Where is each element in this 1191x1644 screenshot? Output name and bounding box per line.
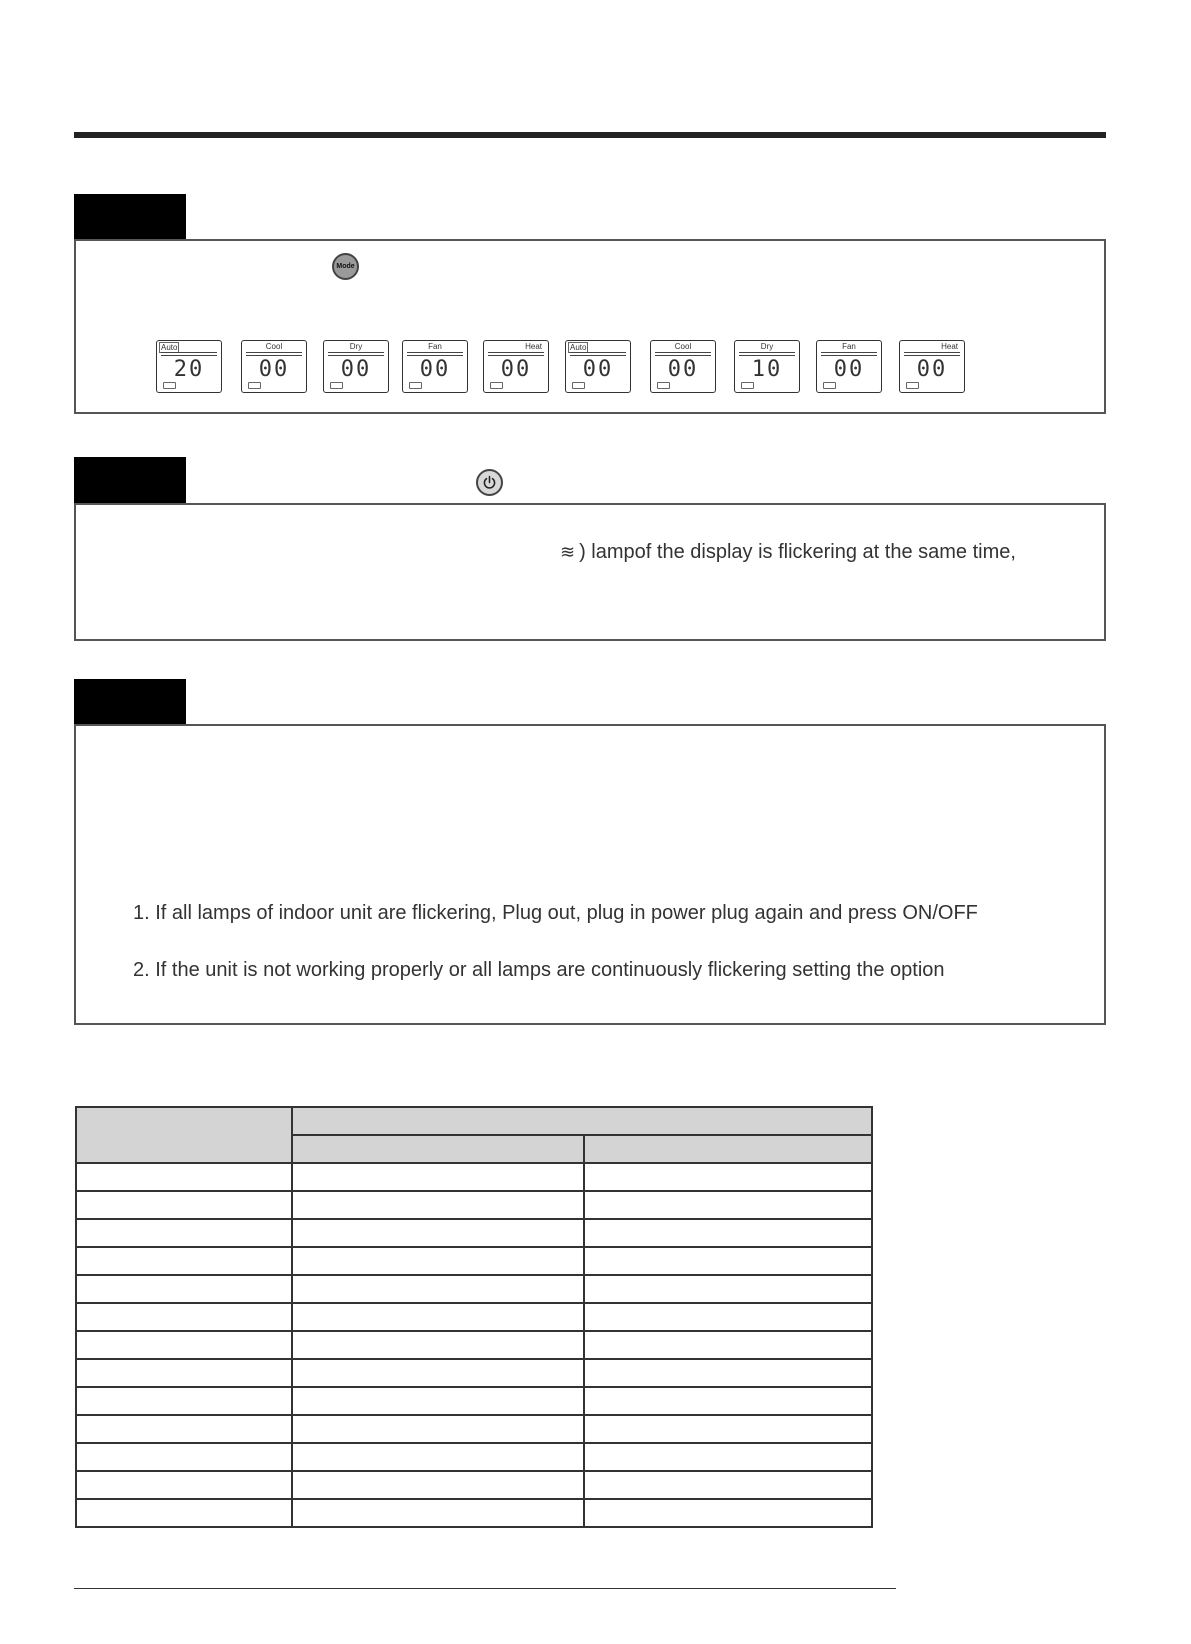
step-2-sentence: ) lampof the display is flickering at the same time, — [579, 541, 1016, 563]
lcd-divider — [821, 352, 877, 353]
lcd-value: 00 — [916, 357, 948, 382]
table-cell — [584, 1191, 872, 1219]
lcd-divider — [161, 355, 217, 356]
table-row — [76, 1219, 872, 1247]
lcd-value: 00 — [833, 357, 865, 382]
lcd-divider — [328, 355, 384, 356]
lcd-divider — [904, 355, 960, 356]
table-cell — [584, 1275, 872, 1303]
table-cell — [584, 1387, 872, 1415]
table-cell — [584, 1415, 872, 1443]
lcd-divider — [246, 352, 302, 353]
lcd-display — [650, 340, 716, 393]
table-cell — [292, 1471, 584, 1499]
table-cell — [584, 1359, 872, 1387]
table-cell — [76, 1275, 292, 1303]
table-cell — [584, 1499, 872, 1527]
lamp-icon: ≋ — [560, 542, 576, 562]
table-row — [76, 1163, 872, 1191]
lcd-mode-label: Fan — [842, 342, 856, 351]
table-row — [76, 1471, 872, 1499]
lcd-indicator — [163, 382, 176, 389]
lcd-indicator — [248, 382, 261, 389]
table-cell — [292, 1359, 584, 1387]
lcd-divider — [407, 352, 463, 353]
mode-button-icon — [332, 253, 359, 280]
table-cell — [76, 1359, 292, 1387]
lcd-display — [899, 340, 965, 393]
table-cell — [584, 1163, 872, 1191]
table-cell — [292, 1191, 584, 1219]
table-cell — [76, 1387, 292, 1415]
spec-table — [75, 1106, 873, 1528]
table-row — [76, 1499, 872, 1527]
table-cell — [76, 1471, 292, 1499]
table-cell — [292, 1499, 584, 1527]
lcd-display — [241, 340, 307, 393]
lcd-divider — [570, 355, 626, 356]
table-cell — [76, 1443, 292, 1471]
table-header-row — [76, 1107, 872, 1135]
lcd-divider — [407, 355, 463, 356]
table-cell — [76, 1247, 292, 1275]
table-subheader-cell — [584, 1135, 872, 1163]
lcd-indicator — [657, 382, 670, 389]
lcd-divider — [570, 352, 626, 353]
lcd-mode-label: Heat — [525, 342, 542, 351]
lcd-display — [816, 340, 882, 393]
table-row — [76, 1415, 872, 1443]
table-cell — [292, 1331, 584, 1359]
lcd-indicator — [330, 382, 343, 389]
lcd-value: 00 — [500, 357, 532, 382]
table-cell — [292, 1219, 584, 1247]
lcd-mode-label: Auto — [161, 343, 178, 352]
lcd-display — [483, 340, 549, 393]
table-row — [76, 1303, 872, 1331]
lcd-indicator — [823, 382, 836, 389]
table-cell — [584, 1443, 872, 1471]
step-3-tab — [74, 679, 186, 725]
table-row — [76, 1191, 872, 1219]
table-header-cell — [292, 1107, 872, 1135]
lcd-indicator — [572, 382, 585, 389]
lcd-mode-label: Cool — [265, 342, 283, 351]
step-2-text — [560, 541, 1016, 564]
table-cell — [292, 1275, 584, 1303]
lcd-display — [402, 340, 468, 393]
table-subheader-cell — [292, 1135, 584, 1163]
lcd-indicator — [409, 382, 422, 389]
lcd-indicator — [906, 382, 919, 389]
table-cell — [76, 1219, 292, 1247]
table-cell — [292, 1415, 584, 1443]
bottom-rule — [74, 1588, 896, 1589]
lcd-mode-label: Dry — [349, 342, 363, 351]
table-row — [76, 1387, 872, 1415]
lcd-divider — [246, 355, 302, 356]
table-row — [76, 1443, 872, 1471]
lcd-value: 00 — [419, 357, 451, 382]
lcd-divider — [739, 355, 795, 356]
table-cell — [76, 1331, 292, 1359]
table-row — [76, 1359, 872, 1387]
power-icon — [481, 474, 498, 491]
lcd-divider — [328, 352, 384, 353]
lcd-display — [565, 340, 631, 393]
table-cell — [584, 1219, 872, 1247]
step-2-box — [74, 503, 1106, 641]
lcd-value: 00 — [258, 357, 290, 382]
lcd-indicator — [490, 382, 503, 389]
table-cell — [76, 1303, 292, 1331]
mode-button-label: Mode — [336, 263, 355, 270]
table-cell — [584, 1331, 872, 1359]
lcd-divider — [488, 352, 544, 353]
lcd-divider — [821, 355, 877, 356]
lcd-value: 20 — [173, 357, 205, 382]
lcd-display — [156, 340, 222, 393]
lcd-value: 00 — [582, 357, 614, 382]
lcd-divider — [161, 352, 217, 353]
table-cell — [292, 1443, 584, 1471]
lcd-value: 00 — [340, 357, 372, 382]
table-row — [76, 1275, 872, 1303]
step-3-item-2: 2. If the unit is not working properly or all lamps are continuously flickering setting the option — [133, 959, 945, 981]
lcd-value: 10 — [751, 357, 783, 382]
step-1-tab — [74, 194, 186, 240]
table-row — [76, 1331, 872, 1359]
lcd-mode-label: Fan — [428, 342, 442, 351]
table-cell — [292, 1247, 584, 1275]
lcd-divider — [488, 355, 544, 356]
table-cell — [584, 1303, 872, 1331]
table-cell — [292, 1163, 584, 1191]
top-rule — [74, 132, 1106, 138]
table-cell — [584, 1247, 872, 1275]
step-2-tab — [74, 457, 186, 503]
table-header-cell — [76, 1107, 292, 1163]
lcd-display — [323, 340, 389, 393]
lcd-divider — [739, 352, 795, 353]
table-cell — [584, 1471, 872, 1499]
table-cell — [292, 1387, 584, 1415]
table-cell — [76, 1415, 292, 1443]
lcd-mode-label: Cool — [674, 342, 692, 351]
lcd-mode-label: Auto — [570, 343, 587, 352]
lcd-divider — [655, 355, 711, 356]
lcd-divider — [904, 352, 960, 353]
table-cell — [76, 1163, 292, 1191]
lcd-mode-label: Heat — [941, 342, 958, 351]
table-cell — [292, 1303, 584, 1331]
table-cell — [76, 1499, 292, 1527]
lcd-value: 00 — [667, 357, 699, 382]
table-cell — [76, 1191, 292, 1219]
table-row — [76, 1247, 872, 1275]
power-button-icon — [476, 469, 503, 496]
lcd-divider — [655, 352, 711, 353]
lcd-mode-label: Dry — [760, 342, 774, 351]
lcd-indicator — [741, 382, 754, 389]
step-3-item-1: 1. If all lamps of indoor unit are flickering, Plug out, plug in power plug again and press ON/OFF — [133, 902, 978, 924]
lcd-display — [734, 340, 800, 393]
